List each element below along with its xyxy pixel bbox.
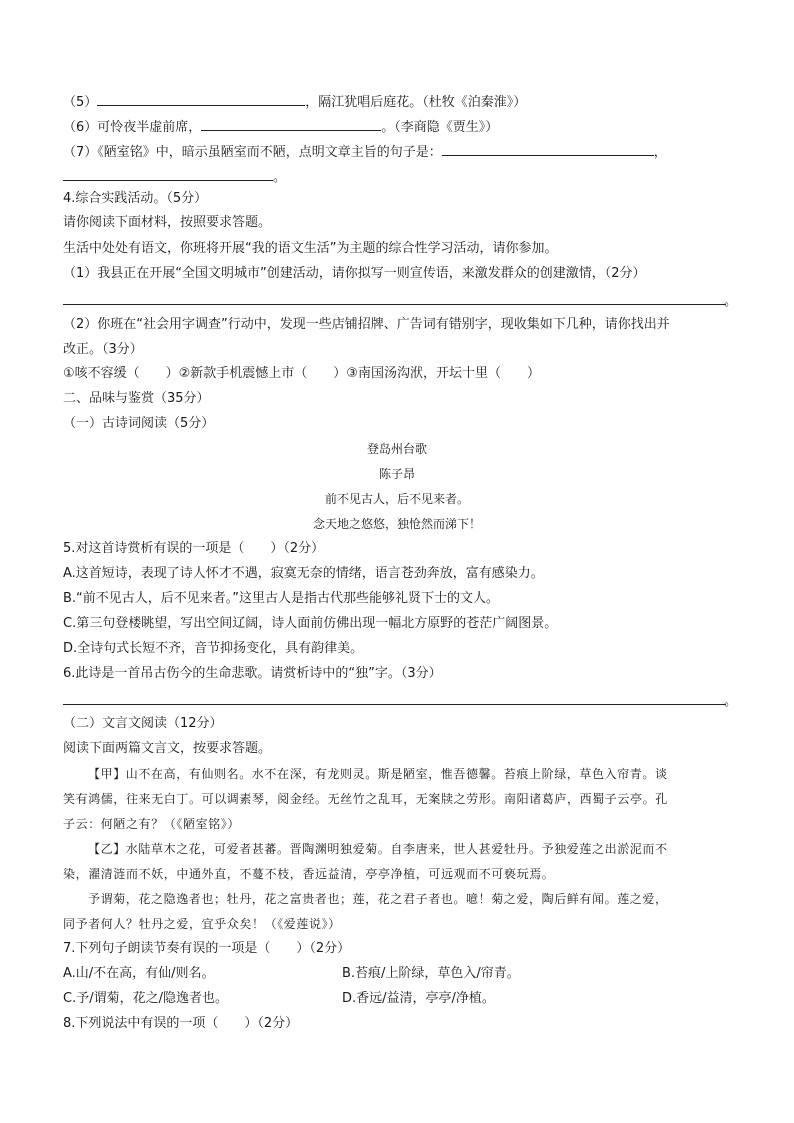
answer-line[interactable] [63,304,726,305]
poem-title: 登岛州台歌 [366,442,427,456]
q6-suffix: 。（李商隐《贾生》） [381,120,499,135]
answer-period: 。 [724,294,738,309]
fill-blank-5 [63,91,526,112]
q5-prefix: （5） [63,95,98,110]
q5-option-c: C.第三句登楼眺望，写出空间辽阔，诗人面前仿佛出现一幅北方原野的苍茫广阔图景。 [63,616,558,631]
part2-instruction: 阅读下面两篇文言文，按要求答题。 [63,741,272,756]
answer-blank[interactable] [442,141,654,156]
q4-title: 4.综合实践活动。（5分） [63,191,208,206]
q4-sub2-cont: 改正。（3分） [63,342,143,357]
section2-part1: （一）古诗词阅读（5分） [63,416,215,431]
q4-intro: 生活中处处有语文，你班将开展“我的语文生活”为主题的综合性学习活动，请你参加。 [63,241,558,256]
q5-option-d: D.全诗句式长短不齐，音节抑扬变化，具有韵律美。 [63,641,364,656]
fill-blank-7-cont [63,166,286,187]
q5-suffix: ，隔江犹唱后庭花。（杜牧《泊秦淮》） [305,95,527,110]
q7-option-d: D.香远/益清，亭亭/净植。 [342,991,495,1006]
classical-yi-line: 予谓菊，花之隐逸者也；牡丹，花之富贵者也；莲，花之君子者也。噫！菊之爱，陶后鲜有闻。莲之爱， [88,892,668,906]
fill-blank-7 [63,141,667,162]
answer-blank[interactable] [201,116,381,131]
q7-suffix: ， [653,145,667,160]
q5-option-b: B.“前不见古人，后不见来者。”这里古人是指古代那些能够礼贤下士的文人。 [63,591,500,606]
fill-blank-6 [63,116,498,137]
classical-yi-line: 【乙】水陆草木之花，可爱者甚蕃。晋陶渊明独爱菊。自李唐来，世人甚爱牡丹。予独爱莲之出淤泥而不 [88,842,668,856]
classical-yi-line: 同予者何人？牡丹之爱，宜乎众矣！（《爱莲说》） [63,917,341,931]
q4-sub2-items: ①咳不容缓（ ）②新款手机震憾上市（ ）③南国汤沟洑，开坛十里（ ） [63,366,540,381]
poem-line-2: 念天地之悠悠，独怆然而涕下！ [312,517,481,531]
q4-instruction: 请你阅读下面材料，按照要求答题。 [63,215,272,230]
poem-line-1: 前不见古人，后不见来者。 [324,492,469,506]
classical-jia-line: 【甲】山不在高，有仙则名。水不在深，有龙则灵。斯是陋室，惟吾德馨。苔痕上阶绿，草色入帘青。谈 [88,767,668,781]
answer-blank[interactable] [63,166,273,181]
q7-prefix: （7）《陋室铭》中，暗示虽陋室而不陋，点明文章主旨的句子是： [63,145,442,160]
answer-line[interactable] [63,704,726,705]
q7-option-c: C.予/谓菊，花之/隐逸者也。 [63,991,228,1006]
q6-stem: 6.此诗是一首吊古伤今的生命悲歌。请赏析诗中的“独”字。（3分） [63,666,442,681]
q7-end: 。 [273,170,287,185]
section2-title: 二、品味与鉴赏（35分） [63,391,210,406]
poem-author: 陈子昂 [378,467,415,481]
q5-stem: 5.对这首诗赏析有误的一项是（ ）（2分） [63,541,325,556]
q5-option-a: A.这首短诗，表现了诗人怀才不遇，寂寞无奈的情绪，语言苍劲奔放，富有感染力。 [63,566,544,581]
q7-stem: 7.下列句子朗读节奏有误的一项是（ ）（2分） [63,941,351,956]
classical-jia-line: 子云：何陋之有？（《陋室铭》） [63,817,241,831]
q6-prefix: （6）可怜夜半虚前席， [63,120,202,135]
classical-jia-line: 笑有鸿儒，往来无白丁。可以调素琴，阅金经。无丝竹之乱耳，无案牍之劳形。南阳诸葛庐，西蜀子云亭。孔 [63,792,668,806]
q8-stem: 8.下列说法中有误的一项（ ）（2分） [63,1016,299,1031]
q7-option-a: A.山/不在高，有仙/则名。 [63,966,215,981]
q7-option-b: B.苔痕/上阶绿，草色入/帘青。 [342,966,520,981]
classical-yi-line: 染，濯清涟而不妖，中通外直，不蔓不枝，香远益清，亭亭净植，可远观而不可亵玩焉。 [63,867,555,881]
q4-sub1: （1）我县正在开展“全国文明城市”创建活动，请你拟写一则宣传语，来激发群众的创建激情，（2分） [63,266,646,281]
q4-sub2: （2）你班在“社会用字调查”行动中，发现一些店铺招牌、广告词有错别字，现收集如下几种，请你找出并 [63,317,670,332]
answer-blank[interactable] [97,91,305,106]
part2-title: （二）文言文阅读（12分） [63,716,223,731]
answer-period: 。 [724,694,738,709]
